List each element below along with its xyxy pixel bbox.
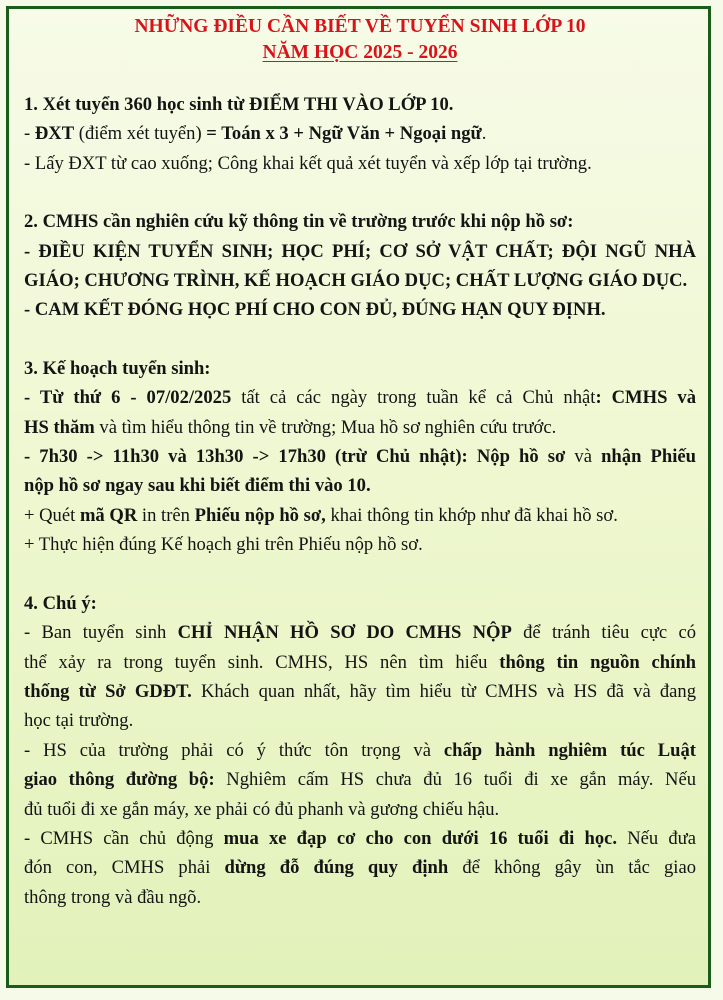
section-3-p2-line-2: nộp hồ sơ ngay sau khi biết điểm thi vào 10. [24,475,371,497]
section-3-p4: + Thực hiện đúng Kế hoạch ghi trên Phiếu nộp hồ sơ. [24,534,423,556]
section-4-a-line-3: thống từ Sở GDĐT. Khách quan nhất, hãy tìm hiểu từ CMHS và HS đã và đang [24,680,696,702]
section-3 [24,354,696,560]
section-1-line-1: - ĐXT (điểm xét tuyển) = Toán x 3 + Ngữ Văn + Ngoại ngữ. [24,123,487,145]
section-4-c-line-2: đón con, CMHS phải dừng đỗ đúng quy định để không gây ùn tắc giao [24,857,696,879]
section-3-p1-line-2: HS thăm và tìm hiểu thông tin về trường; Mua hồ sơ nghiên cứu trước. [24,416,557,438]
section-4-c-line-1: - CMHS cần chủ động mua xe đạp cơ cho con dưới 16 tuổi đi học. Nếu đưa [24,827,696,849]
section-4-b-line-3: đủ tuổi đi xe gắn máy, xe phải có đủ phanh và gương chiếu hậu. [24,798,500,820]
section-2-line-3: - CAM KẾT ĐÓNG HỌC PHÍ CHO CON ĐỦ, ĐÚNG HẠN QUY ĐỊNH. [24,299,606,321]
title-line-1: NHỮNG ĐIỀU CẦN BIẾT VỀ TUYỂN SINH LỚP 10 [134,16,586,37]
section-4 [24,589,696,912]
section-4-a-line-1: - Ban tuyển sinh CHỈ NHẬN HỒ SƠ DO CMHS NỘP để tránh tiêu cực có [24,622,697,644]
section-4-a-line-2: thể xảy ra trong tuyển sinh. CMHS, HS nên tìm hiểu thông tin nguồn chính [24,651,696,673]
section-1-line-2: - Lấy ĐXT từ cao xuống; Công khai kết quả xét tuyển và xếp lớp tại trường. [24,152,592,174]
section-1-heading: 1. Xét tuyển 360 học sinh từ ĐIỂM THI VÀO LỚP 10. [24,94,454,115]
section-2-line-2: GIÁO; CHƯƠNG TRÌNH, KẾ HOẠCH GIÁO DỤC; CHẤT LƯỢNG GIÁO DỤC. [24,270,688,292]
title-line-2: NĂM HỌC 2025 - 2026 [262,42,458,63]
notice-document [24,14,696,912]
section-2 [24,207,696,325]
section-3-p1-line-1: - Từ thứ 6 - 07/02/2025 tất cả các ngày trong tuần kể cả Chủ nhật: CMHS và [24,387,696,409]
section-4-b-line-1: - HS của trường phải có ý thức tôn trọng và chấp hành nghiêm túc Luật [24,739,696,761]
section-1 [24,90,696,178]
section-4-heading: 4. Chú ý: [24,592,97,614]
section-3-p3: + Quét mã QR in trên Phiếu nộp hồ sơ, khai thông tin khớp như đã khai hồ sơ. [24,504,618,526]
section-2-heading: 2. CMHS cần nghiên cứu kỹ thông tin về trường trước khi nộp hồ sơ: [24,211,574,233]
section-2-line-1: - ĐIỀU KIỆN TUYỂN SINH; HỌC PHÍ; CƠ SỞ VẬT CHẤT; ĐỘI NGŨ NHÀ [24,240,696,262]
section-4-c-line-3: thông trong và đầu ngõ. [24,886,202,908]
section-3-heading: 3. Kế hoạch tuyển sinh: [24,357,211,379]
section-4-a-line-4: học tại trường. [24,710,134,732]
section-3-p2-line-1: - 7h30 -> 11h30 và 13h30 -> 17h30 (trừ Chủ nhật): Nộp hồ sơ và nhận Phiếu [24,446,696,468]
section-4-b-line-2: giao thông đường bộ: Nghiêm cấm HS chưa đủ 16 tuổi đi xe gắn máy. Nếu [24,769,696,791]
